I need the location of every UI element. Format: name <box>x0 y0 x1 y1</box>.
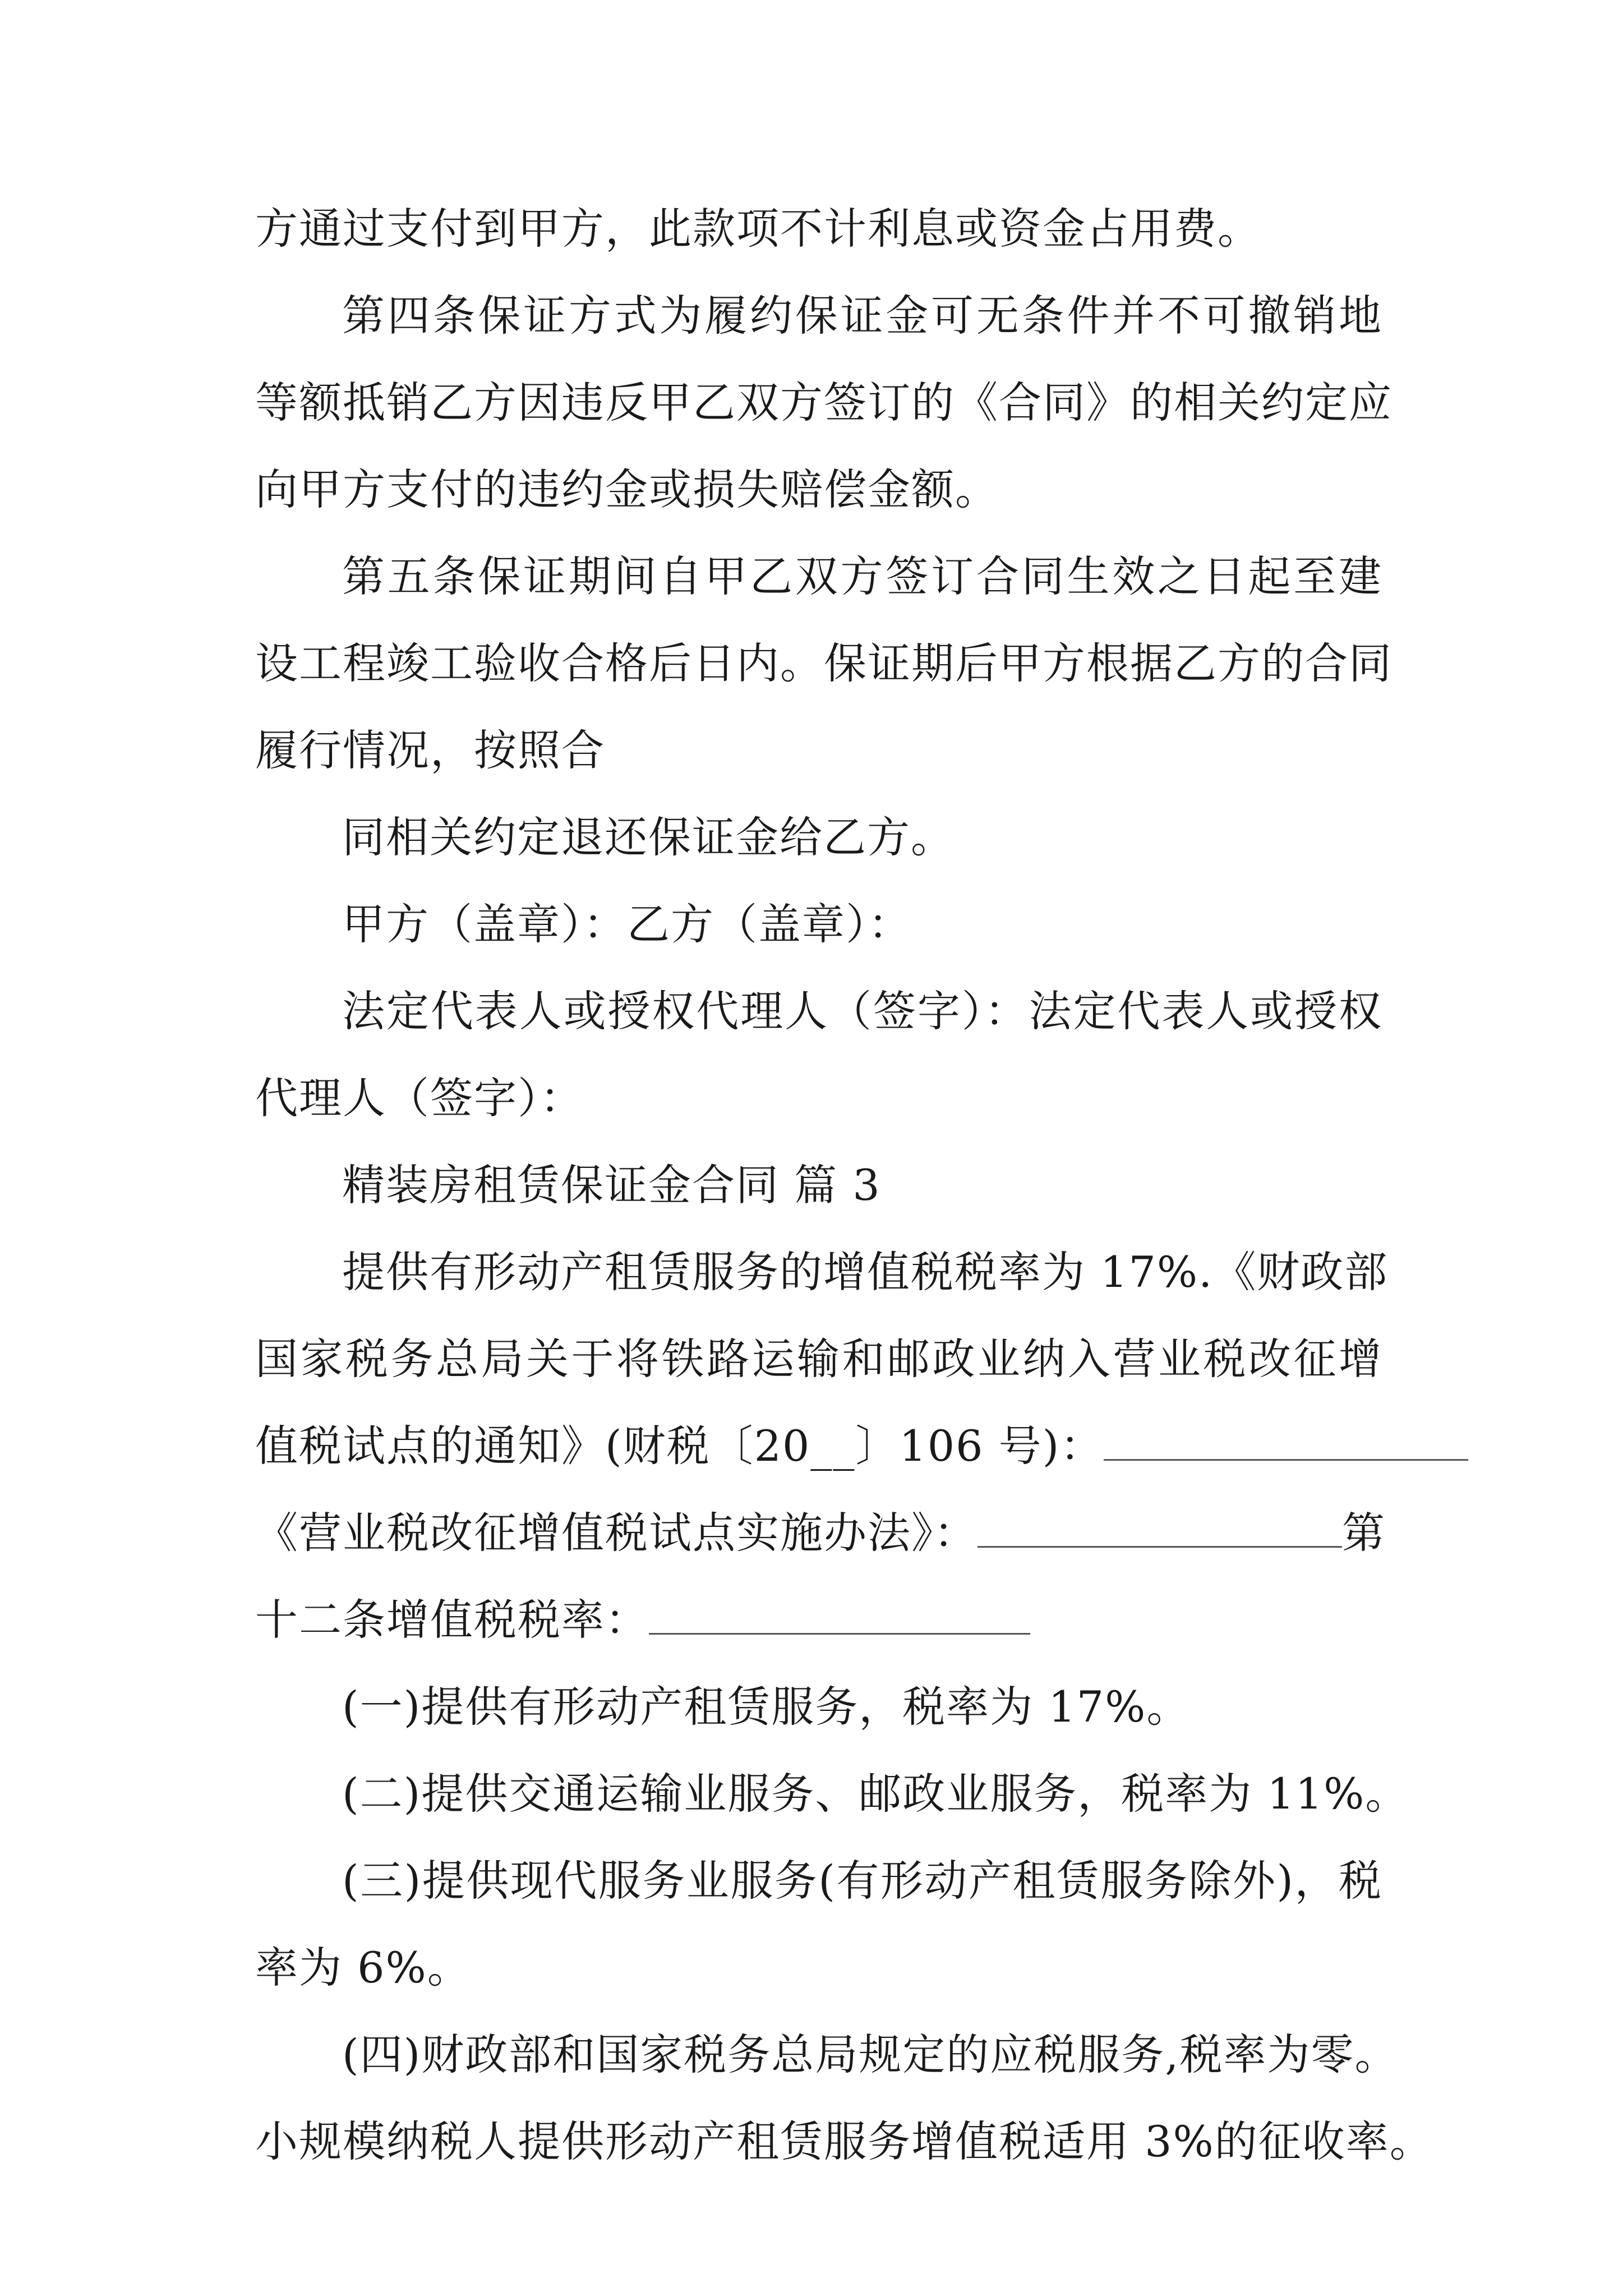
tax-measures-line <box>255 1489 1386 1576</box>
text-line: 代理人（签字）： <box>255 1073 584 1123</box>
text-line: 等额抵销乙方因违反甲乙双方签订的《合同》的相关约定应 <box>255 378 1393 427</box>
signature-seal-line: 甲方（盖章）：乙方（盖章）： <box>342 899 912 949</box>
text-line: 率为 6%。 <box>255 1943 471 1993</box>
fill-in-blank <box>649 1600 1030 1635</box>
text-line: 第四条保证方式为履约保证金可无条件并不可撤销地 <box>342 291 1382 341</box>
tax-notice-line <box>255 1402 1382 1489</box>
text-line: 设工程竣工验收合格后日内。保证期后甲方根据乙方的合同 <box>255 638 1393 688</box>
text-line: 提供有形动产租赁服务的增值税税率为 17%.《财政部 <box>342 1247 1389 1297</box>
text-line: 国家税务总局关于将铁路运输和邮政业纳入营业税改征增 <box>255 1334 1382 1384</box>
text-line: 同相关约定退还保证金给乙方。 <box>342 812 955 862</box>
text-line: 履行情况，按照合 <box>255 725 605 775</box>
section-heading: 精装房租赁保证金合同 篇 3 <box>342 1160 881 1210</box>
fill-in-blank <box>1104 1427 1468 1461</box>
list-item: (一)提供有形动产租赁服务，税率为 17%。 <box>342 1682 1191 1732</box>
text-line: 小规模纳税人提供形动产租赁服务增值税适用 3%的征收率。 <box>255 2116 1433 2166</box>
tax-measures-tail: 第 <box>1342 1508 1386 1558</box>
tax-measures-text: 《营业税改征增值税试点实施办法》： <box>255 1508 978 1558</box>
text-line: 方通过支付到甲方，此款项不计利息或资金占用费。 <box>255 204 1261 254</box>
fill-in-blank <box>978 1513 1342 1548</box>
text-line: 第五条保证期间自甲乙双方签订合同生效之日起至建 <box>342 551 1382 601</box>
tax-notice-text: 值税试点的通知》(财税〔20__〕106 号)： <box>255 1421 1104 1471</box>
list-item: (二)提供交通运输业服务、邮政业服务，税率为 11%。 <box>342 1769 1409 1819</box>
text-line: 向甲方支付的违约金或损失赔偿金额。 <box>255 464 999 514</box>
signature-representative-line: 法定代表人或授权代理人（签字）：法定代表人或授权 <box>342 986 1382 1036</box>
tax-article-line <box>255 1576 1382 1663</box>
list-item: (三)提供现代服务业服务(有形动产租赁服务除外)，税 <box>342 1856 1382 1906</box>
tax-article-text: 十二条增值税税率： <box>255 1595 649 1645</box>
list-item: (四)财政部和国家税务总局规定的应税服务,税率为零。 <box>342 2030 1399 2079</box>
document-body <box>255 185 1433 2185</box>
